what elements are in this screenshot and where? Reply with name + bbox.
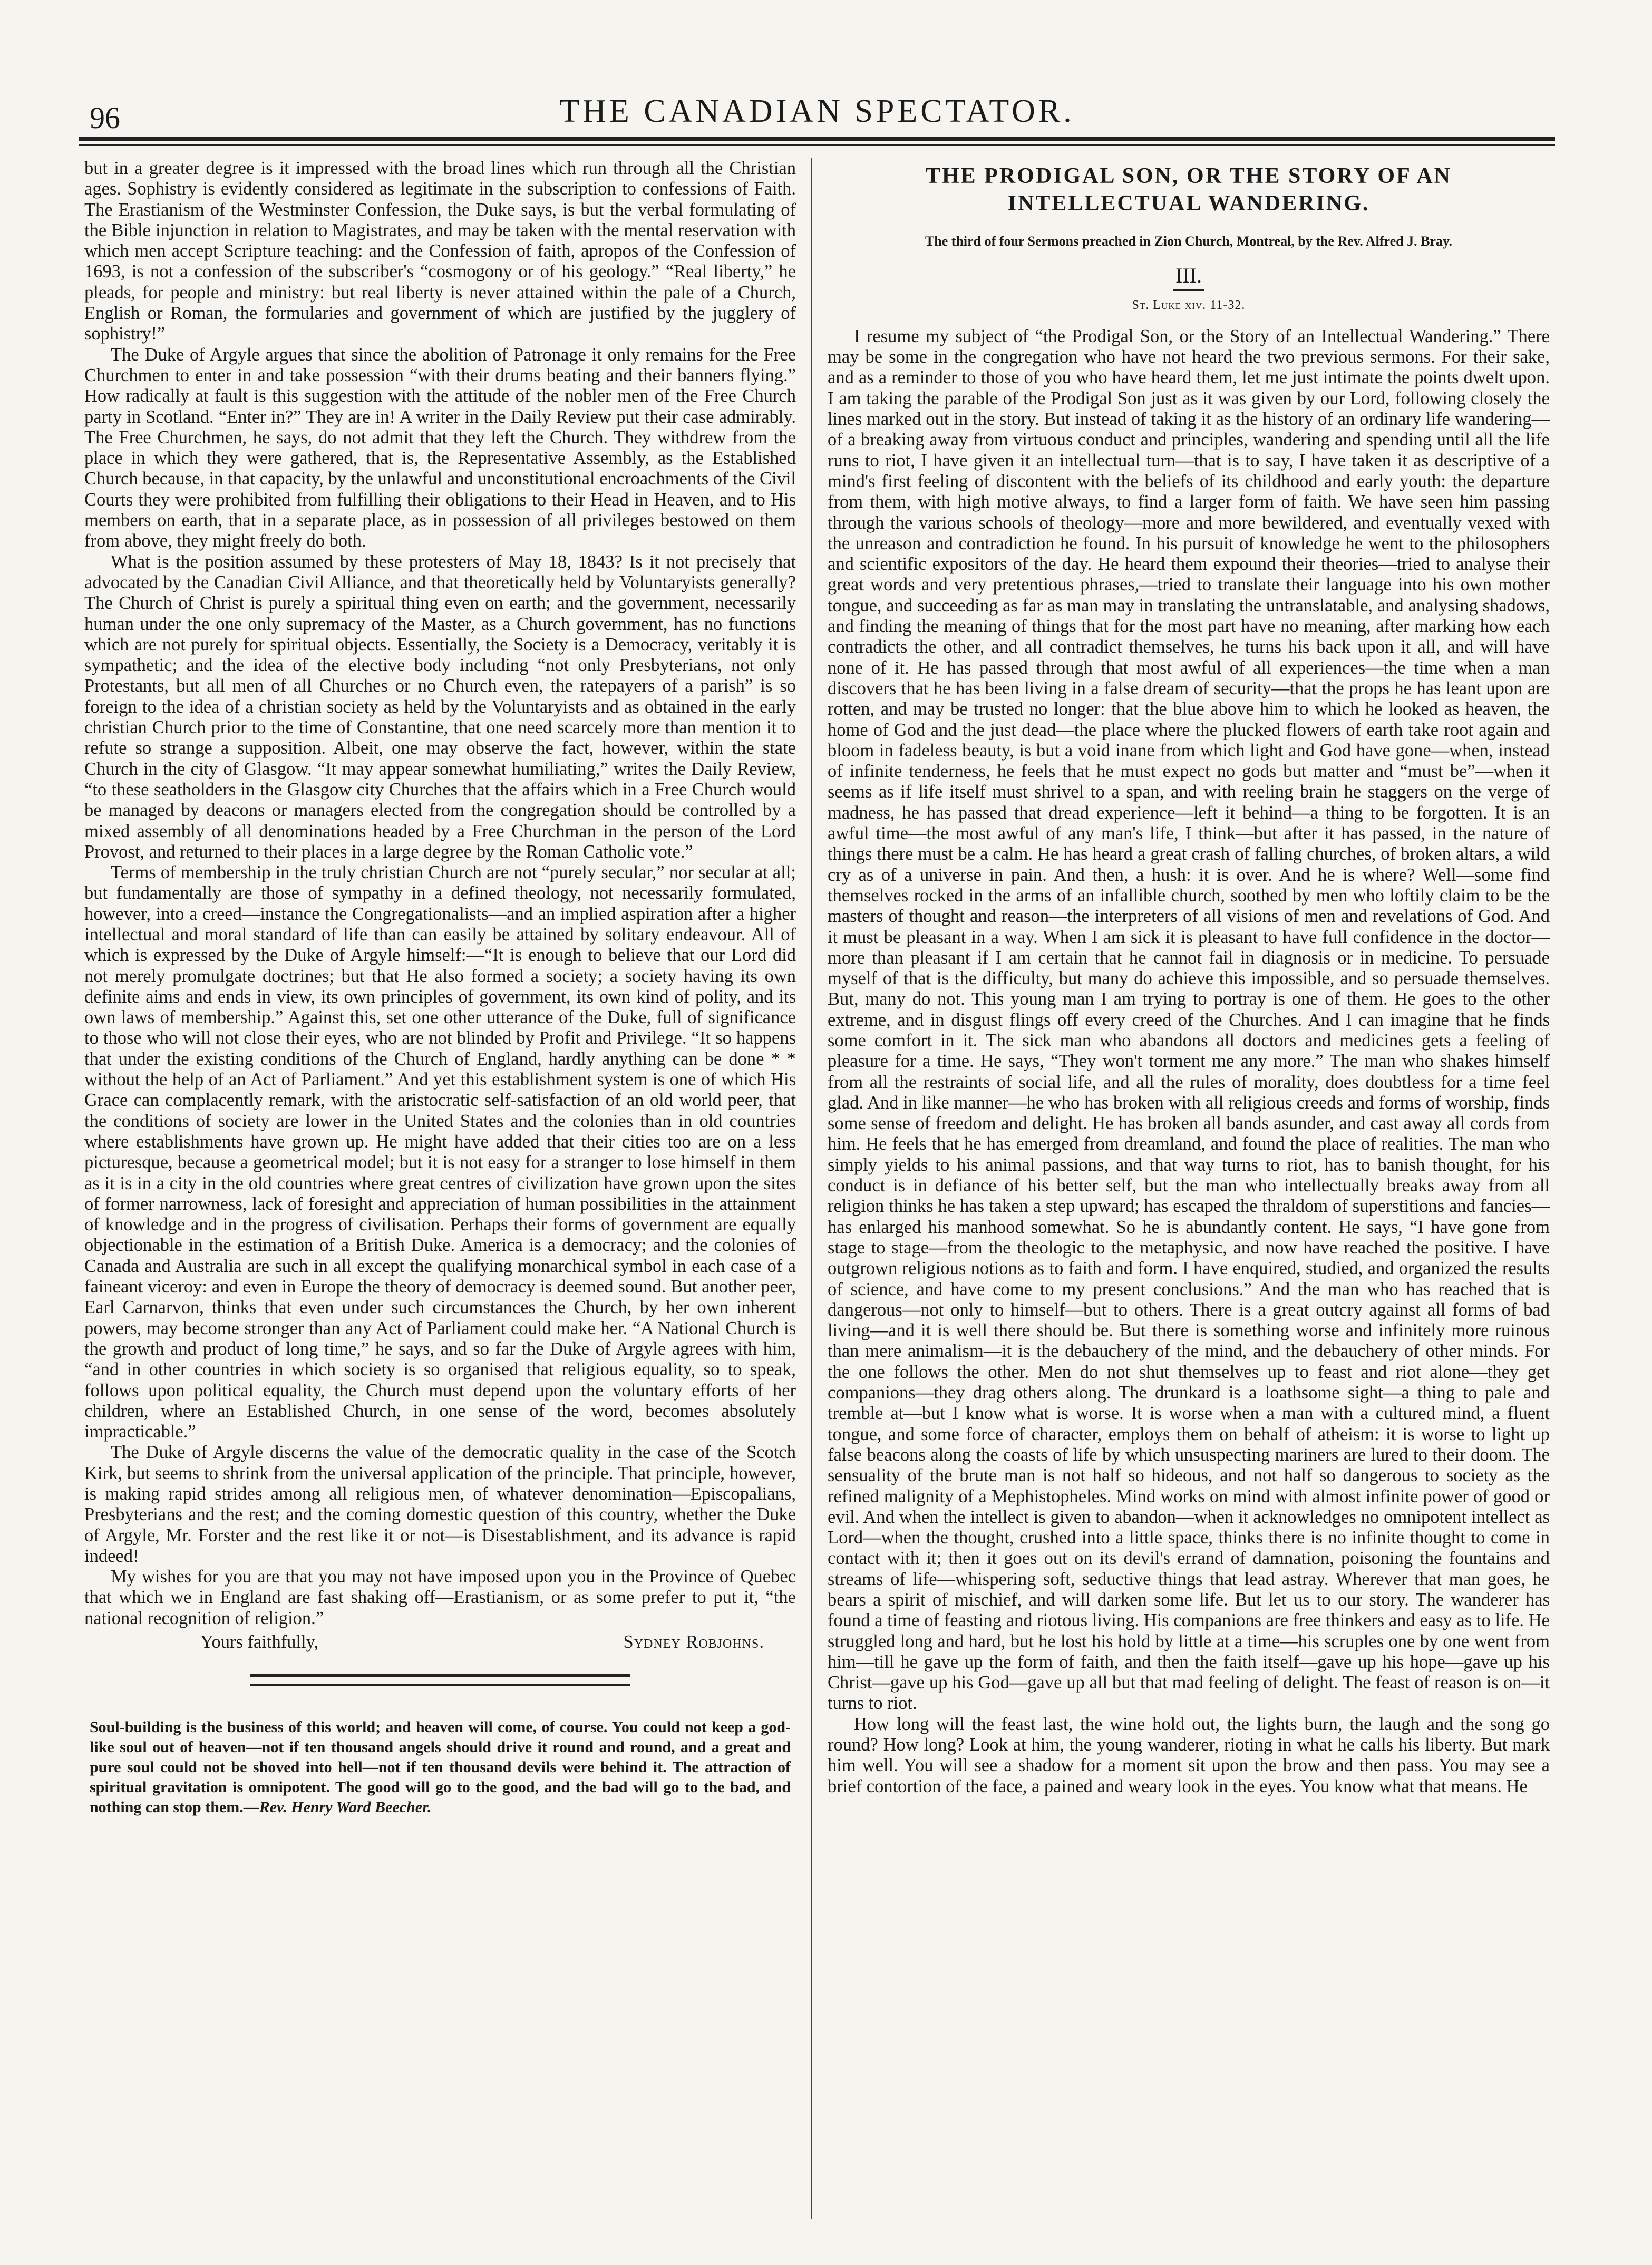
left-paragraph-2: The Duke of Argyle argues that since the abolition of Patronage it only remains for the Free Churchmen to enter in and take possession “with their drums beating and their banners flying.” How radically at fault is this suggestion with the attitude of the nobler men of the Free Church party in Scotland. “Enter in?” They are in! A writer in the Daily Review put their case admirably. The Free Churchmen, he says, do not admit that they left the Church. They withdrew from the place in which they were gathered, that is, the Representative Assembly, as the Established Church because, in that capacity, by the unlawful and unconstitutional encroachments of the Civil Courts they were prohibited from fulfilling their obligations to their Head in Heaven, and to His members on earth, that in a separate place, as in possession of all privileges bestowed on them from above, they might freely do both. bbox=[84, 344, 796, 551]
left-paragraph-3: What is the position assumed by these protesters of May 18, 1843? Is it not precisely that advocated by the Canadian Civil Alliance, and that theoretically held by Voluntaryists generally? The Church of Christ is purely a spiritual thing even on earth; and the government, necessarily human under the one only supremacy of the Master, as a Church government, has no functions which are not purely for spiritual objects. Essentially, the Society is a Democracy, veritably it is sympathetic; and the idea of the elective body including “not only Presbyterians, not only Protestants, but all men of all Churches or no Church even, the ratepayers of a parish” is so foreign to the idea of a christian society as held by the Voluntaryists and as obtained in the early christian Church prior to the time of Constantine, that one need scarcely more than mention it to refute so strange a supposition. Albeit, one may observe the fact, however, within the state Church in the city of Glasgow. “It may appear somewhat humiliating,” writes the Daily Review, “to these seatholders in the Glasgow city Churches that the affairs which in a Free Church would be managed by deacons or managers elected from the congregation should be controlled by a mixed assembly of all denominations headed by a Free Churchman in the person of the Lord Provost, and returned to their places in a large degree by the Roman Catholic vote.” bbox=[84, 551, 796, 862]
left-paragraph-5: The Duke of Argyle discerns the value of the democratic quality in the case of the Scotch Kirk, but seems to shrink from the universal application of the principle. That principle, however, is making rapid strides among all religious men, of whatever denomination—Episcopalians, Presbyterians and the rest; and the coming domestic question of this country, whether the Duke of Argyle, Mr. Forster and the rest like it or not—is Disestablishment, and its advance is rapid indeed! bbox=[84, 1442, 796, 1566]
signature-name: Sydney Robjohns. bbox=[623, 1632, 764, 1652]
quote-author: Rev. Henry Ward Beecher. bbox=[259, 1799, 432, 1816]
page-header bbox=[79, 79, 1555, 142]
column-divider bbox=[811, 158, 812, 2219]
section-divider bbox=[250, 1674, 630, 1686]
signature-block bbox=[84, 1629, 796, 1652]
section-number: III. bbox=[1175, 264, 1202, 288]
page-number: 96 bbox=[90, 101, 120, 135]
left-paragraph-4: Terms of membership in the truly christian Church are not “purely secular,” nor secular at all; but fundamentally are those of sympathy in a defined theology, not necessarily formulated, however, into a creed—instance the Congregationalists—and an implied aspiration after a higher intellectual and moral standard of life than can easily be attained by solitary endeavour. All of which is expressed by the Duke of Argyle himself:—“It is enough to believe that our Lord did not merely promulgate doctrines; but that He also formed a society; a society having its own definite aims and ends in view, its own principles of government, its own kind of polity, and its own laws of membership.” Against this, set one other utterance of the Duke, full of significance to those who will not close their eyes, who are not blinded by Profit and Privilege. “It so happens that under the existing conditions of the Church of England, hardly anything can be done * * without the help of an Act of Parliament.” And yet this establishment system is one of which His Grace can complacently remark, with the aristocratic self-satisfaction of an old world peer, that the conditions of society are lower in the United States and the colonies than in old countries where establishments have grown up. He might have added that their cities too are on a less picturesque, because a geometrical model; but it is not easy for a stranger to lose himself in them as it is in a city in the old countries where great centres of civilization have grown upon the sites of former narrowness, lack of foresight and appreciation of human possibilities in the attainment of knowledge and in the progress of civilisation. Perhaps their forms of government are equally objectionable in the estimation of a British Duke. America is a democracy; and the colonies of Canada and Australia are such in all except the qualifying monarchical symbol in each case of a faineant viceroy: and even in Europe the theory of democracy is deemed sound. But another peer, Earl Carnarvon, thinks that even under such circumstances the Church, by her own inherent powers, may become stronger than any Act of Parliament could make her. “A National Church is the growth and product of long time,” he says, and so far the Duke of Argyle agrees with him, “and in other countries in which society is so organised that religious equality, so to speak, follows upon political equality, the Church must depend upon the voluntary efforts of her children, where an Established Church, in one sense of the word, becomes absolutely impracticable.” bbox=[84, 862, 796, 1442]
columns bbox=[79, 158, 1555, 2230]
left-column bbox=[84, 158, 796, 2230]
article-title: THE PRODIGAL SON, OR THE STORY OF AN INTELLECTUAL WANDERING. bbox=[925, 164, 1452, 216]
scripture-reference: St. Luke xiv. 11-32. bbox=[1132, 298, 1246, 312]
right-paragraph-2: How long will the feast last, the wine hold out, the lights burn, the laugh and the song go round? How long? Look at him, the young wanderer, rioting in what he calls his liberty. But mark him well. You will see a shadow for a moment sit upon the brow and then pass. You may see a brief contortion of the face, a pained and weary look in the eyes. You know what that means. He bbox=[828, 1714, 1550, 1796]
quote-text: Soul-building is the business of this world; and heaven will come, of course. You could not keep a god-like soul out of heaven—not if ten thousand angels should drive it round and round, and a great and pure soul could not be shoved into hell—not if ten thousand devils were behind it. The attraction of spiritual gravitation is omnipotent. The good will go to the good, and the bad will go to the bad, and nothing can stop them.— bbox=[90, 1718, 791, 1816]
left-paragraph-6: My wishes for you are that you may not have imposed upon you in the Province of Quebec that which we in England are fast shaking off—Erastianism, or as some prefer to put it, “the national recognition of religion.” bbox=[84, 1567, 796, 1628]
beecher-quote bbox=[84, 1702, 796, 1817]
left-paragraph-1: but in a greater degree is it impressed with the broad lines which run through all the Christian ages. Sophistry is evidently considered as legitimate in the subscription to confessions of Faith. The Erastianism of the Westminster Confession, the Duke says, is but the verbal formulating of the Bible injunction in relation to Magistrates, and may be taken with the mental reservation with which men accept Scripture teaching: and the Confession of faith, apropos of the Confession of 1693, is not a confession of the subscriber's “cosmogony or of his geology.” “Real liberty,” he pleads, for people and ministry: but real liberty is never attained within the pale of a Church, English or Roman, the formularies and government of which are justified by the jugglery of sophistry!” bbox=[84, 158, 796, 344]
header-rule bbox=[79, 137, 1555, 146]
short-rule bbox=[1173, 289, 1204, 291]
right-paragraph-1: I resume my subject of “the Prodigal Son, or the Story of an Intellectual Wandering.” There may be some in the congregation who have not heard the two previous sermons. For their sake, and as a reminder to those of you who have heard them, let me just intimate the points dwelt upon. I am taking the parable of the Prodigal Son just as it was given by our Lord, following closely the lines marked out in the story. But instead of taking it as the history of an ordinary life wandering—of a breaking away from virtuous conduct and principles, wandering and spending until all the life runs to riot, I have given it an intellectual turn—that is to say, I have taken it as descriptive of a mind's first feeling of discontent with the beliefs of its childhood and early youth: the departure from them, with high motive always, to find a larger form of faith. We have seen him passing through the various schools of theology—more and more bewildered, and eventually vexed with the unreason and contradiction he found. In his pursuit of knowledge he went to the philosophers and scientific expositors of the day. He heard them expound their theories—tried to analyse their great words and very pretentious phrases,—tried to translate their language into his own mother tongue, and succeeding as far as man may in translating the untranslatable, and analysing shadows, and finding the meaning of things that for the most part have no meaning, after marking how each contradicts the other, and all contradict themselves, he turns his back upon it all, and will have none of it. He has passed through that most awful of all experiences—the time when a man discovers that he has been living in a false dream of security—that the props he has leant upon are rotten, and may be trusted no longer: that the blue above him to which he looked as heaven, the home of God and the just dead—the place where the plucked flowers of earth take root again and bloom in fadeless beauty, is but a void inane from which light and God have gone—when, instead of infinite tenderness, he feels that he must expect no gods but matter and “must be”—when it seems as if life itself must shrivel to a span, and with reeling brain he staggers on the verge of madness, he has passed that dread experience—left it behind—a thing to be forgotten. It is an awful time—the most awful of any man's life, I think—but after it has passed, in the nature of things there must be a calm. He has heard a great crash of falling churches, of broken altars, a wild cry as of a universe in pain. And then, a hush: it is over. And he is where? Well—some find themselves rocked in the arms of an infallible church, soothed by men who loftily claim to be the masters of thought and reason—the interpreters of all visions of men and revelations of God. And it must be pleasant in a way. When I am sick it is pleasant to have full confidence in the doctor—more than pleasant if I am certain that he cannot fail in diagnosis or in medicine. To persuade myself of that is the difficulty, but many do achieve this impossible, and so persuade themselves. But, many do not. This young man I am trying to portray is one of them. He goes to the other extreme, and in disgust flings off every creed of the Churches. And I can imagine that he finds some comfort in it. The sick man who abandons all doctors and medicines gets a feeling of pleasure for a time. He says, “They won't torment me any more.” The man who shakes himself from all the restraints of social life, and all the rules of morality, does doubtless for a time feel glad. And in like manner—he who has broken with all religious creeds and forms of worship, finds some sense of freedom and delight. He has broken all bands asunder, and cast away all cords from him. He feels that he has emerged from dreamland, and found the place of realities. The man who simply yields to his animal passions, and that way turns to riot, has to banish thought, for his conduct is in defiance of his better self, but the man who intellectually breaks away from all religion thinks he has taken a step upward; has escaped the thraldom of superstitions and fancies—has enlarged his manhood somewhat. So he is abundantly content. He says, “I have gone from stage to stage—from the theologic to the metaphysic, and now have reached the positive. I have outgrown religious notions as to faith and form. I have enquired, studied, and organized the results of science, and have come to my present conclusions.” And the man who has reached that is dangerous—not only to himself—but to others. There is a great outcry against all forms of bad living—and it is well there should be. But there is something worse and infinitely more ruinous than mere animalism—it is the debauchery of the mind, and the debauchery of other minds. For the one follows the other. Men do not shut themselves up to feast and riot alone—they get companions—they drag others along. The drunkard is a loathsome sight—a thing to pale and tremble at—but I know what is worse. It is worse when a man with a cultured mind, a fluent tongue, and some force of character, employs them on behalf of atheism: it is worse to light up false beacons along the coasts of life by which unsuspecting mariners are lured to their doom. The sensuality of the brute man is not half so hideous, and not half so dangerous to society as the refined malignity of a Mephistopheles. Mind works on mind with almost infinite power of good or evil. And when the intellect is given to abandon—when it acknowledges no omnipotent intellect as Lord—when the thought, crushed into a little space, thinks there is no infinite thought to come in contact with it; then it goes out on its devil's errand of damnation, poisoning the fountains and streams of life—whispering soft, seductive things that lead astray. Wherever that man goes, he bears a spirit of mischief, and will darken some life. But let us to our story. The wanderer has found a time of feasting and riotous living. His companions are free thinkers and easy as to life. He struggled long and hard, but he lost his hold by little at a time—his scruples one by one went from him—till he gave up the form of faith, and then the faith itself—gave up his hope—gave up his Christ—gave up his God—gave up all but that mad feeling of delight. The feast of reason is on—it turns to riot. bbox=[828, 326, 1550, 1714]
journal-title: THE CANADIAN SPECTATOR. bbox=[559, 93, 1075, 129]
article-subtitle: The third of four Sermons preached in Zion Church, Montreal, by the Rev. Alfred J. Bray. bbox=[925, 234, 1453, 249]
newspaper-page bbox=[79, 79, 1555, 2230]
right-column bbox=[828, 158, 1550, 2230]
signoff: Yours faithfully, bbox=[200, 1632, 319, 1652]
